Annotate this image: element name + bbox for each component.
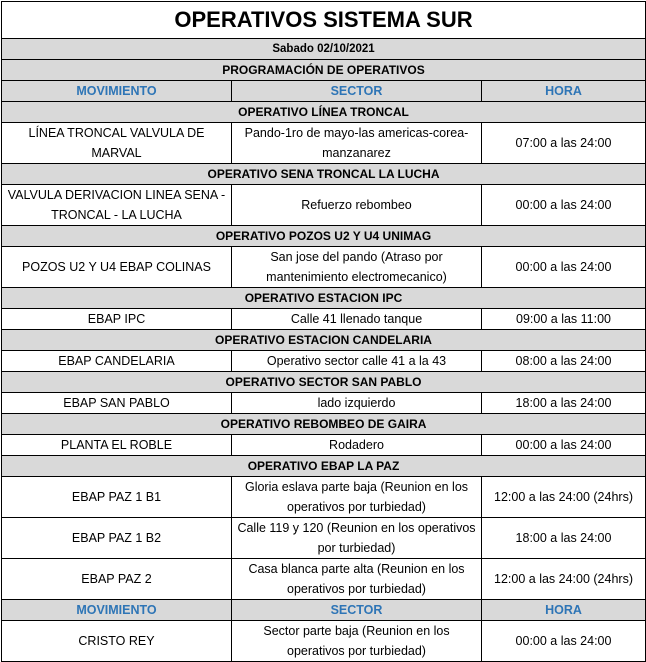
column-header-sector: SECTOR [232, 81, 482, 102]
hora-cell: 18:00 a las 24:00 [482, 518, 646, 559]
section-title: OPERATIVO REBOMBEO DE GAIRA [2, 414, 646, 435]
movimiento-cell: PLANTA EL ROBLE [2, 435, 232, 456]
hora-cell: 00:00 a las 24:00 [482, 435, 646, 456]
hora-cell: 12:00 a las 24:00 (24hrs) [482, 477, 646, 518]
movimiento-cell: POZOS U2 Y U4 EBAP COLINAS [2, 247, 232, 288]
sector-cell: San jose del pando (Atraso por mantenimiento electromecanico) [232, 247, 482, 288]
sector-cell: Refuerzo rebombeo [232, 185, 482, 226]
hora-cell: 18:00 a las 24:00 [482, 393, 646, 414]
sector-cell: Operativo sector calle 41 a la 43 [232, 351, 482, 372]
table-row [2, 435, 646, 456]
section-title: OPERATIVO SECTOR SAN PABLO [2, 372, 646, 393]
movimiento-cell: EBAP IPC [2, 309, 232, 330]
date-row: Sabado 02/10/2021 [2, 39, 646, 60]
movimiento-cell: EBAP PAZ 1 B1 [2, 477, 232, 518]
sector-cell: lado izquierdo [232, 393, 482, 414]
sector-cell: Gloria eslava parte baja (Reunion en los operativos por turbiedad) [232, 477, 482, 518]
sector-cell: Calle 41 llenado tanque [232, 309, 482, 330]
hora-cell: 00:00 a las 24:00 [482, 185, 646, 226]
hora-cell: 08:00 a las 24:00 [482, 351, 646, 372]
hora-cell: 00:00 a las 24:00 [482, 247, 646, 288]
movimiento-cell: LÍNEA TRONCAL VALVULA DE MARVAL [2, 123, 232, 164]
movimiento-cell: VALVULA DERIVACION LINEA SENA - TRONCAL - LA LUCHA [2, 185, 232, 226]
table-row [2, 393, 646, 414]
section-title: OPERATIVO SENA TRONCAL LA LUCHA [2, 164, 646, 185]
column-header-hora: HORA [482, 81, 646, 102]
sector-cell: Sector parte baja (Reunion en los operativos por turbiedad) [232, 621, 482, 662]
sector-cell: Pando-1ro de mayo-las americas-corea-manzanarez [232, 123, 482, 164]
hora-cell: 00:00 a las 24:00 [482, 621, 646, 662]
sector-cell: Rodadero [232, 435, 482, 456]
sector-cell: Casa blanca parte alta (Reunion en los operativos por turbiedad) [232, 559, 482, 600]
column-header-sector: SECTOR [232, 600, 482, 621]
table-row [2, 185, 646, 226]
operativos-table [1, 1, 646, 662]
movimiento-cell: EBAP PAZ 2 [2, 559, 232, 600]
section-title: OPERATIVO ESTACION CANDELARIA [2, 330, 646, 351]
hora-cell: 09:00 a las 11:00 [482, 309, 646, 330]
section-title: OPERATIVO ESTACION IPC [2, 288, 646, 309]
table-row [2, 559, 646, 600]
hora-cell: 07:00 a las 24:00 [482, 123, 646, 164]
table-title: OPERATIVOS SISTEMA SUR [2, 2, 646, 39]
movimiento-cell: EBAP SAN PABLO [2, 393, 232, 414]
table-row [2, 309, 646, 330]
table-row [2, 351, 646, 372]
table-row [2, 123, 646, 164]
column-header-hora: HORA [482, 600, 646, 621]
movimiento-cell: EBAP CANDELARIA [2, 351, 232, 372]
sector-cell: Calle 119 y 120 (Reunion en los operativos por turbiedad) [232, 518, 482, 559]
table-row [2, 518, 646, 559]
movimiento-cell: EBAP PAZ 1 B2 [2, 518, 232, 559]
section-title: OPERATIVO EBAP LA PAZ [2, 456, 646, 477]
table-row [2, 477, 646, 518]
section-title: OPERATIVO LÍNEA TRONCAL [2, 102, 646, 123]
section-title: OPERATIVO POZOS U2 Y U4 UNIMAG [2, 226, 646, 247]
table-row [2, 621, 646, 662]
programacion-header: PROGRAMACIÓN DE OPERATIVOS [2, 60, 646, 81]
column-header-movimiento: MOVIMIENTO [2, 81, 232, 102]
movimiento-cell: CRISTO REY [2, 621, 232, 662]
table-row [2, 247, 646, 288]
column-header-movimiento: MOVIMIENTO [2, 600, 232, 621]
hora-cell: 12:00 a las 24:00 (24hrs) [482, 559, 646, 600]
